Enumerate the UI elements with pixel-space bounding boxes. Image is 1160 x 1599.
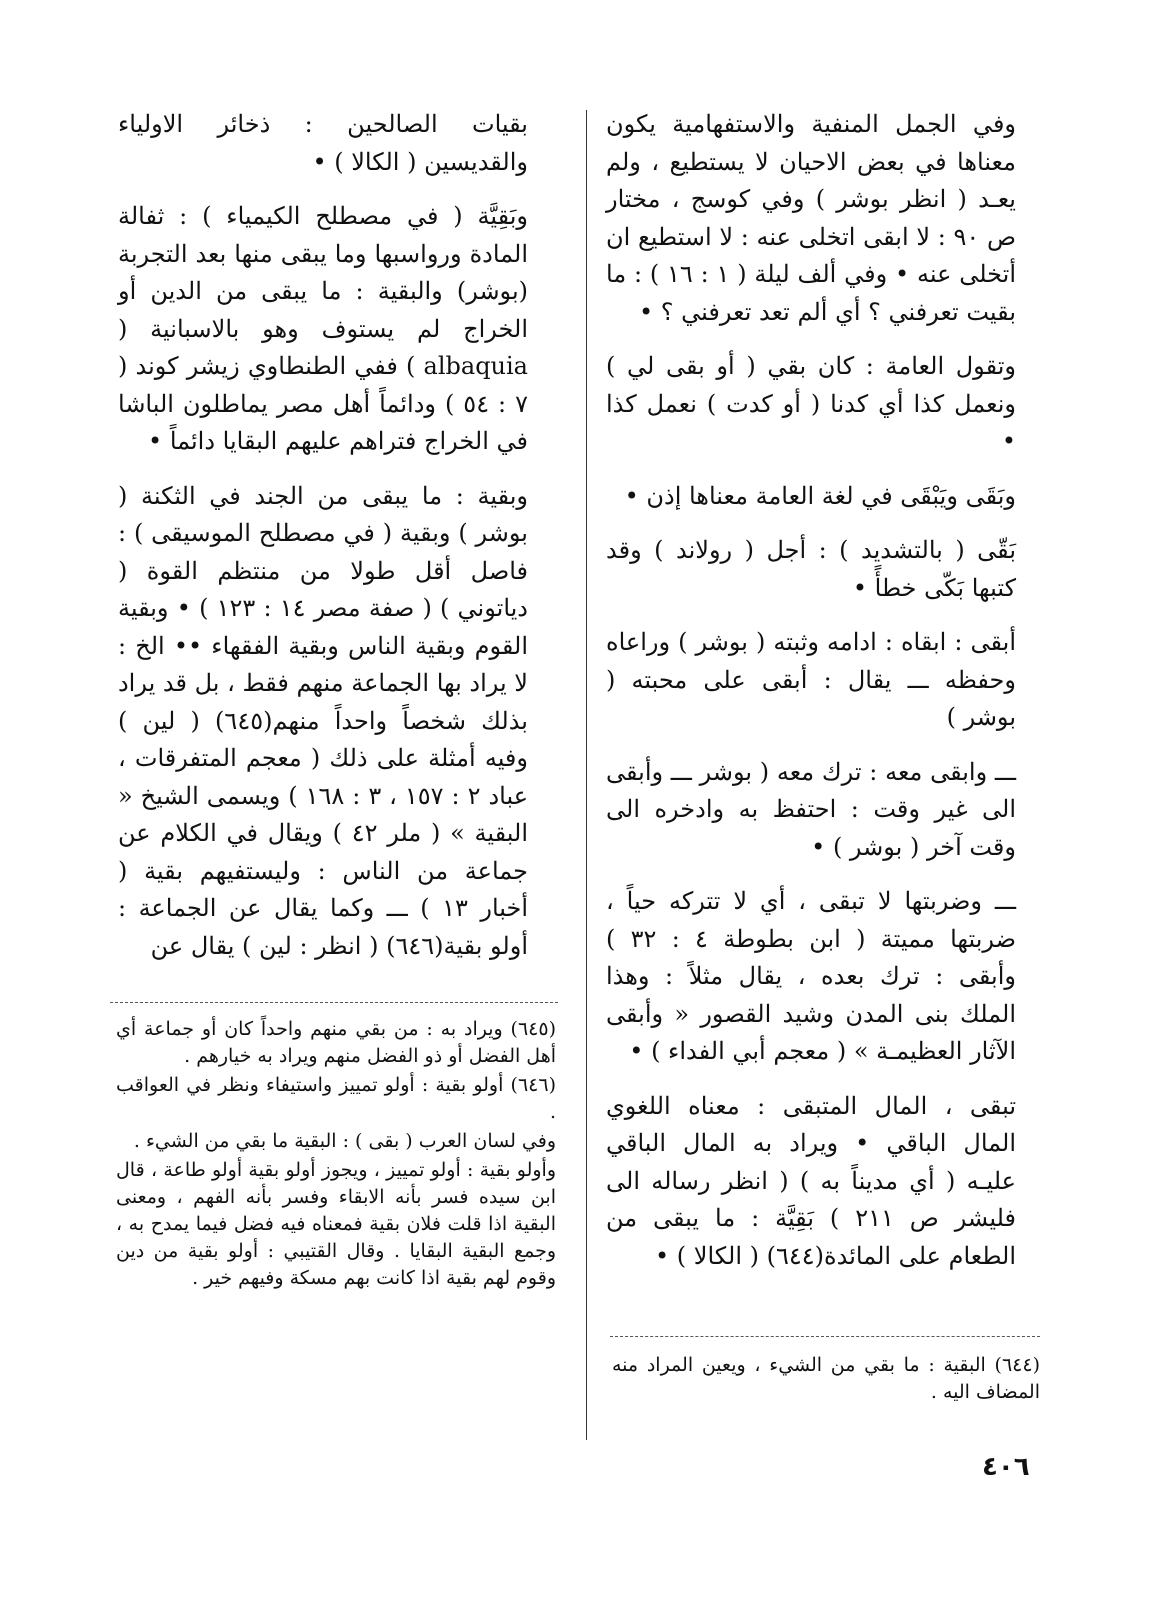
footnote: وفي لسان العرب ( بقى ) : البقية ما بقي من الشيء . xyxy=(133,1130,556,1152)
footnote: وأولو بقية : أولو تمييز ، ويجوز أولو بقية أولو طاعة ، قال ابن سيده فسر بأنه الابقاء وفسر بأنه الفهم ، ومعنى البقية اذا قلت فلان بقية فمعناه فيه فضل فيما يمدح به ، وجمع البقية البقايا . وقال القتيبي : أولو بقية من دين وقوم لهم بقية اذا كانت بهم مسكة وفيهم خير . xyxy=(116,1159,556,1289)
paragraph: تبقى ، المال المتبقى : معناه اللغوي المال الباقي • ويراد به المال الباقي عليـه ( أي مديناً به ) ( انظر رساله الى فليشر ص ٢١١ ) بَقِيَّة : ما يبقى من الطعام على المائدة(٦٤٤) ( الكالا ) • xyxy=(606,1091,1016,1270)
paragraph: وبقية : ما يبقى من الجند في الثكنة ( بوشر ) وبقية ( في مصطلح الموسيقى ) : فاصل أقل طولا من منتظم القوة ( دياتوني ) ( صفة مصر ١٤ : ١٢٣ ) • وبقية القوم وبقية الناس وبقية الفقهاء •• الخ : لا يراد بها الجماعة منهم فقط ، بل قد يراد بذلك شخصاً واحداً منهم(٦٤٥) ( لين ) وفيه أمثلة على ذلك ( معجم المتفرقات ، عباد ٢ : ١٥٧ ، ٣ : ١٦٨ ) ويسمى الشيخ « البقية » ( ملر ٤٢ ) ويقال في الكلام عن جماعة من الناس : وليستفيهم بقية ( أخبار ١٣ ) ـــ وكما يقال عن الجماعة : أولو بقية(٦٤٦) ( انظر : لين ) يقال عن xyxy=(117,481,529,960)
footnote: (٦٤٤) البقية : ما بقي من الشيء ، ويعين المراد منه المضاف اليه . xyxy=(612,1354,1040,1403)
footnotes-right xyxy=(612,1352,1040,1408)
footnote-separator xyxy=(110,1002,558,1003)
page-number: ٤٠٦ xyxy=(982,1452,1030,1482)
footnote-separator xyxy=(610,1336,1040,1337)
paragraph: وبَقِيَّة ( في مصطلح الكيمياء ) : ثفالة المادة ورواسبها وما يبقى منها بعد التجربة (بوشر) والبقية : ما يبقى من الدين أو الخراج لم يستوف وهو بالاسبانية ( albaquia ) ففي الطنطاوي زيشر كوند ( ٧ : ٥٤ ) ودائماً أهل مصر يماطلون الباشا في الخراج فتراهم عليهم البقايا دائماً • xyxy=(118,202,528,455)
paragraph: بَقّى ( بالتشديد ) : أجل ( رولاند ) وقد كتبها بَكّى خطأً • xyxy=(606,536,1016,602)
paragraph: أبقى : ابقاه : ادامه وثبته ( بوشر ) وراعاه وحفظه ـــ يقال : أبقى على محبته ( بوشر ) xyxy=(606,628,1016,731)
paragraph: ـــ وضربتها لا تبقى ، أي لا تتركه حياً ، ضربتها مميتة ( ابن بطوطة ٤ : ٣٢ ) وأبقى : ترك بعده ، يقال مثلاً : وهذا الملك بنى المدن وشيد القصور « وأبقى الآثار العظيمـة » ( معجم أبي الفداء ) • xyxy=(606,887,1016,1065)
footnote: (٦٤٥) ويراد به : من بقي منهم واحداً كان أو جماعة أي أهل الفضل أو ذو الفضل منهم ويراد به خيارهم . xyxy=(116,1018,556,1067)
footnotes-left xyxy=(116,1016,556,1294)
left-column xyxy=(118,106,528,982)
column-divider xyxy=(586,110,587,1440)
paragraph: ـــ وابقى معه : ترك معه ( بوشر ـــ وأبقى الى غير وقت : احتفظ به وادخره الى وقت آخر ( بوشر ) • xyxy=(606,757,1016,861)
right-column xyxy=(606,106,1016,1292)
paragraph: وتقول العامة : كان بقي ( أو بقى لي ) ونعمل كذا أي كدنا ( أو كدت ) نعمل كذا • xyxy=(606,352,1016,455)
paragraph: وبَقَى ويَبْقَى في لغة العامة معناها إذن • xyxy=(624,481,1016,510)
paragraph: بقيات الصالحين : ذخائر الاولياء والقديسين ( الكالا ) • xyxy=(118,110,528,176)
footnote: (٦٤٦) أولو بقية : أولو تمييز واستيفاء ونظر في العواقب . xyxy=(116,1074,556,1123)
paragraph: وفي الجمل المنفية والاستفهامية يكون معناها في بعض الاحيان لا يستطيع ، ولم يعـد ( انظر بوشر ) وفي كوسج ، مختار ص ٩٠ : لا ابقى اتخلى عنه : لا استطيع ان أتخلى عنه • وفي ألف ليلة ( ١ : ١٦ ) : ما بقيت تعرفني ؟ أي ألم تعد تعرفني ؟ • xyxy=(606,110,1016,326)
